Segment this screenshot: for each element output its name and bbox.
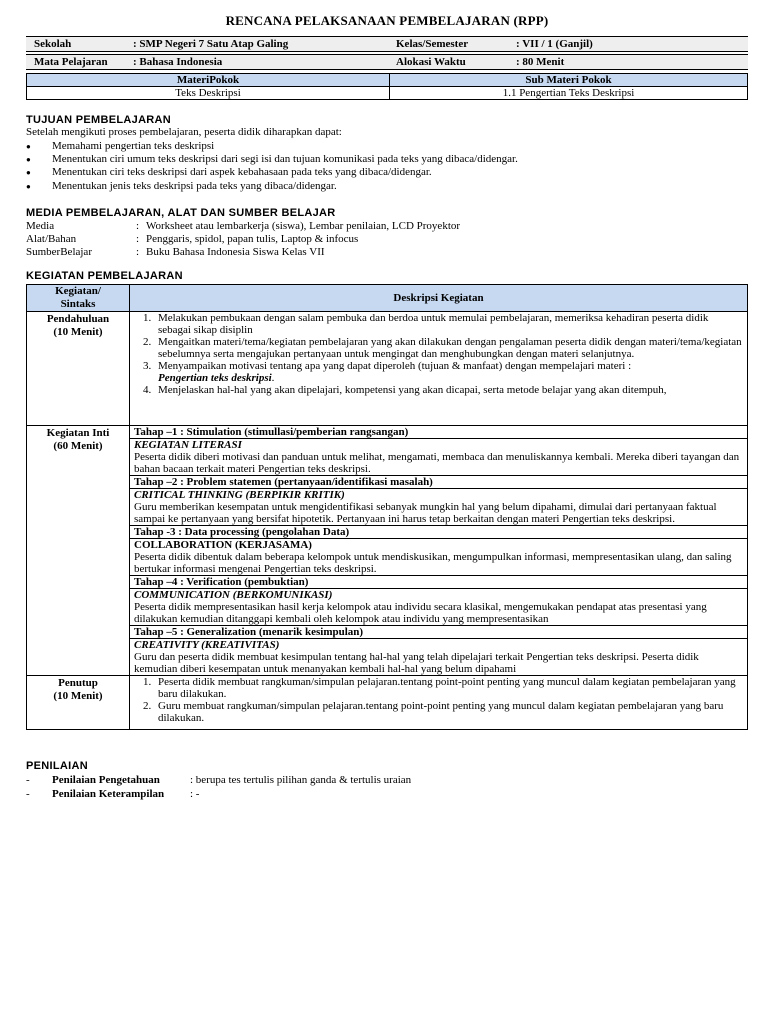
- alokasi-value: : 80 Menit: [516, 56, 565, 68]
- tujuan-intro: Setelah mengikuti proses pembelajaran, peserta didik diharapkan dapat:: [26, 126, 342, 138]
- kegiatan-heading: KEGIATAN PEMBELAJARAN: [26, 270, 183, 282]
- mapel-value: : Bahasa Indonesia: [133, 56, 223, 68]
- deskripsi-col-header: Deskripsi Kegiatan: [130, 285, 748, 312]
- alokasi-label: Alokasi Waktu: [396, 56, 466, 68]
- penutup-desc: [130, 676, 748, 730]
- list-item: 2. Mengaitkan materi/tema/kegiatan pembelajaran yang akan dilakukan dengan pengalaman peserta didik dengan materi/tema/kegiatan sebelumnya serta mengajukan pertanyaan untuk mengingat dan menghubungkan dengan materi selanjutnya.: [154, 336, 743, 360]
- step-2: Tahap –2 : Problem statemen (pertanyaan/identifikasi masalah): [130, 476, 748, 489]
- pendahuluan-desc: [130, 312, 748, 426]
- bullet-icon: ●: [26, 155, 31, 164]
- inti-label: Kegiatan Inti (60 Menit): [27, 426, 130, 676]
- step-2-content: CRITICAL THINKING (BERPIKIR KRITIK) Guru memberikan kesempatan untuk mengidentifikasi sebanyak mungkin hal yang belum dipahami, dimulai dari pertanyaan faktual sampai ke pertanyaan yang bersifat hipotetik. Pertanyaan ini harus tetap berkaitan dengan materi Pengertian teks deskripsi.: [130, 489, 748, 526]
- list-item: 3. Menyampaikan motivasi tentang apa yang dapat diperoleh (tujuan & manfaat) dengan mempelajari materi : Pengertian teks deskripsi.: [154, 360, 743, 384]
- identity-row-2: [26, 54, 748, 70]
- list-item: ● Menentukan jenis teks deskripsi pada teks yang dibaca/didengar.: [26, 180, 337, 192]
- sub-materi-header: Sub Materi Pokok: [390, 74, 748, 87]
- kegiatan-col-header: Kegiatan/ Sintaks: [27, 285, 130, 312]
- identity-row-1: [26, 36, 748, 52]
- step-3: Tahap -3 : Data processing (pengolahan Data): [130, 526, 748, 539]
- sekolah-label: Sekolah: [34, 38, 72, 50]
- penutup-label: Penutup (10 Menit): [27, 676, 130, 730]
- list-item: 4. Menjelaskan hal-hal yang akan dipelajari, kompetensi yang akan dicapai, serta metode belajar yang akan ditempuh,: [154, 384, 743, 396]
- bullet-icon: ●: [26, 182, 31, 191]
- penilaian-row: - Penilaian Pengetahuan : berupa tes tertulis pilihan ganda & tertulis uraian: [26, 774, 412, 786]
- list-item: 1. Peserta didik membuat rangkuman/simpulan pelajaran.tentang point-point penting yang muncul dalam kegiatan pembelajaran yang baru dilakukan.: [154, 676, 743, 700]
- step-1-content: KEGIATAN LITERASI Peserta didik diberi motivasi dan panduan untuk melihat, mengamati, membaca dan menuliskannya kembali. Mereka diberi tayangan dan bahan bacaan terkait materi Pengertian teks deskripsi.: [130, 439, 748, 476]
- list-item: ● Memahami pengertian teks deskripsi: [26, 140, 215, 152]
- materi-header: MateriPokok: [27, 74, 390, 87]
- media-row: Media : Worksheet atau lembarkerja (siswa), Lembar penilaian, LCD Proyektor: [26, 220, 461, 232]
- kegiatan-table: [26, 284, 748, 730]
- step-5-content: CREATIVITY (KREATIVITAS) Guru dan peserta didik membuat kesimpulan tentang hal-hal yang telah dipelajari terkait Pengertian teks deskripsi. Peserta didik kemudian diberi kesempatan untuk menanyakan kembali hal-hal yang belum dipahami: [130, 639, 748, 676]
- list-item: ● Menentukan ciri umum teks deskripsi dari segi isi dan tujuan komunikasi pada teks yang dibaca/didengar.: [26, 153, 518, 165]
- sumber-row: SumberBelajar : Buku Bahasa Indonesia Siswa Kelas VII: [26, 246, 325, 258]
- page-title: RENCANA PELAKSANAAN PEMBELAJARAN (RPP): [225, 13, 549, 28]
- list-item: 1. Melakukan pembukaan dengan salam pembuka dan berdoa untuk memulai pembelajaran, memeriksa kehadiran peserta didik sebagai sikap disiplin: [154, 312, 743, 336]
- step-4-content: COMMUNICATION (BERKOMUNIKASI) Peserta didik mempresentasikan hasil kerja kelompok atau individu secara klasikal, mengemukakan pendapat atas presentasi yang dilakukan kemudian ditanggapi kembali oleh kelompok atau individu yang mempresentasikan: [130, 589, 748, 626]
- alat-row: Alat/Bahan : Penggaris, spidol, papan tulis, Laptop & infocus: [26, 233, 359, 245]
- sekolah-value: : SMP Negeri 7 Satu Atap Galing: [133, 38, 289, 50]
- materi-value: Teks Deskripsi: [27, 87, 390, 100]
- penilaian-row: - Penilaian Keterampilan : -: [26, 788, 200, 800]
- step-4: Tahap –4 : Verification (pembuktian): [130, 576, 748, 589]
- media-heading: MEDIA PEMBELAJARAN, ALAT DAN SUMBER BELAJAR: [26, 207, 336, 219]
- mapel-label: Mata Pelajaran: [34, 56, 108, 68]
- kelas-label: Kelas/Semester: [396, 38, 469, 50]
- step-1: Tahap –1 : Stimulation (stimullasi/pemberian rangsangan): [130, 426, 748, 439]
- list-item: ● Menentukan ciri teks deskripsi dari aspek kebahasaan pada teks yang dibaca/didengar.: [26, 166, 432, 178]
- penilaian-heading: PENILAIAN: [26, 760, 88, 772]
- pendahuluan-label: Pendahuluan (10 Menit): [27, 312, 130, 426]
- bullet-icon: ●: [26, 168, 31, 177]
- step-5: Tahap –5 : Generalization (menarik kesimpulan): [130, 626, 748, 639]
- materi-table: [26, 73, 748, 100]
- step-3-content: COLLABORATION (KERJASAMA) Peserta didik dibentuk dalam beberapa kelompok untuk mendiskusikan, mengumpulkan informasi, mempresentasikan ulang, dan saling bertukar informasi mengenai Pengertian teks deskripsi.: [130, 539, 748, 576]
- list-item: 2. Guru membuat rangkuman/simpulan pelajaran.tentang point-point penting yang muncul dalam kegiatan pembelajaran yang baru dilakukan.: [154, 700, 743, 724]
- bullet-icon: ●: [26, 142, 31, 151]
- tujuan-heading: TUJUAN PEMBELAJARAN: [26, 114, 172, 126]
- kelas-value: : VII / 1 (Ganjil): [516, 38, 593, 50]
- sub-materi-value: 1.1 Pengertian Teks Deskripsi: [390, 87, 748, 100]
